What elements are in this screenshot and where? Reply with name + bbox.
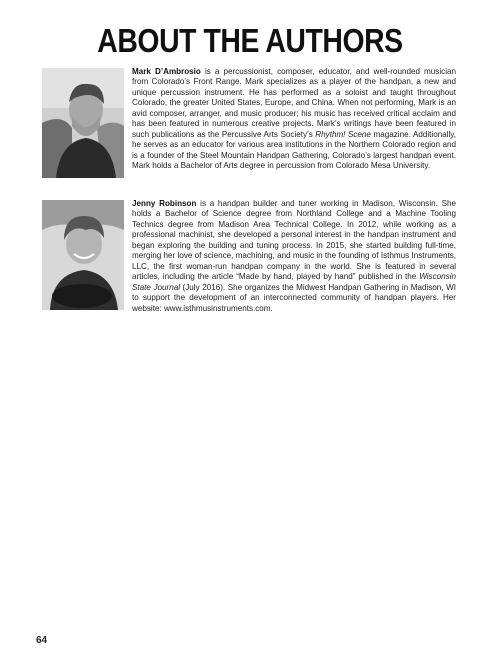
bio-text: magazine. Additionally, he serves as an educator for various area institutions in the Northern Colorado region and is a founder of the Steel Mountain Handpan Gathering, Colorado’s largest handpan event. Mark holds a Bachelor of Arts degree in percussion from Colorado Mesa University.: [132, 129, 456, 171]
bio-text: is a percussionist, composer, educator, and well-rounded musician from Colorado’s Front Range. Mark specializes as a player of the handpan, a new and unique percussion instrument. He has performed as a soloist and taught throughout Colorado, the greater United States, Europe, and China. When not performing, Mark is an avid composer, arranger, and music producer; his music has received critical acclaim and has been featured in numerous creative projects. Mark’s writings have been featured in such publications as the Percussive Arts Society’s: [132, 67, 456, 139]
author-bio-mark: [132, 67, 456, 172]
page-title: ABOUT THE AUTHORS: [97, 22, 403, 59]
bio-text: (July 2016). She organizes the Midwest Handpan Gathering in Madison, WI to support the development of an interconnected community of handpan players. Her website: www.isthmusinstruments.com.: [132, 282, 456, 313]
author-name: Mark D’Ambrosio: [132, 67, 201, 76]
author-bio-jenny: [132, 199, 456, 314]
page-number: 64: [36, 635, 48, 646]
author-name: Jenny Robinson: [132, 199, 197, 208]
author-photo-jenny: [42, 200, 124, 310]
publication-title: Rhythm! Scene: [315, 129, 371, 139]
bio-text: is a handpan builder and tuner working in Madison, Wisconsin. She holds a Bachelor of Science degree from Northland College and a Machine Tooling Technics degree from Madison Area Technical College. In 2012, while working as a professional machinist, she developed a personal interest in the handpan instrument and began exploring the building and tuning process. In 2015, she started building full-time, merging her love of science, machining, and music in the founding of Isthmus Instruments, LLC, the first woman-run handpan company in the world. She is featured in several articles, including the article “Made by hand, played by hand” published in the: [132, 199, 456, 282]
author-photo-mark: [42, 68, 124, 178]
publication-title: Wisconsin State Journal: [132, 272, 456, 292]
